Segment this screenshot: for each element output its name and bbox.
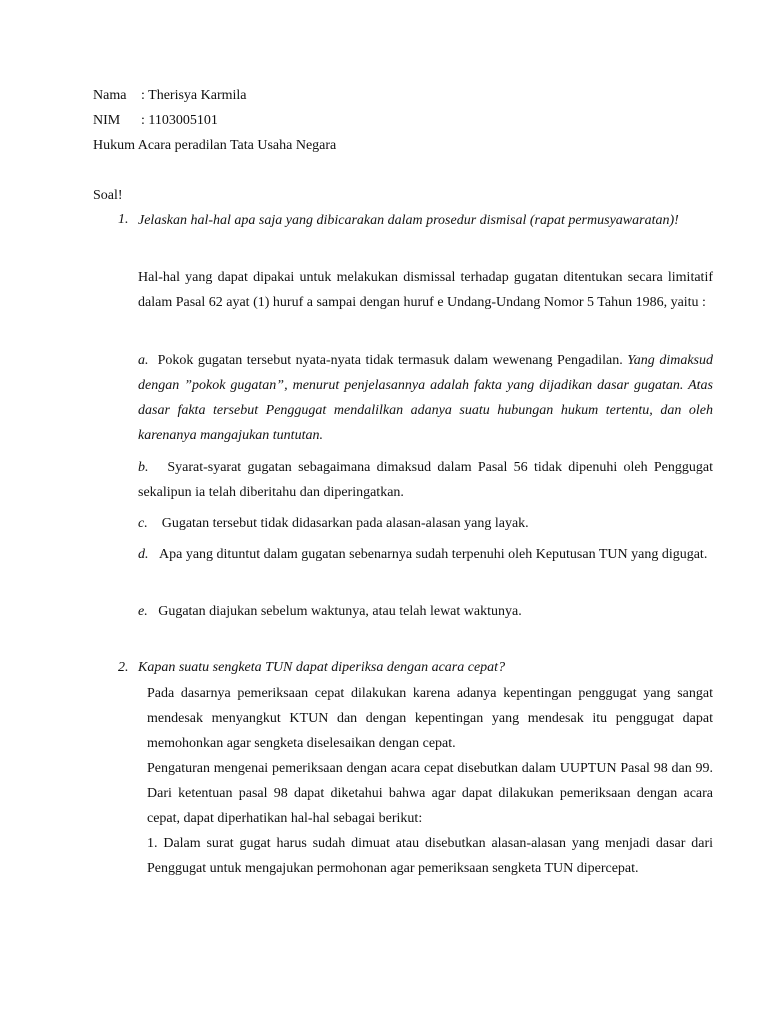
list-item-b [138, 455, 713, 505]
nim-value: : 1103005101 [141, 113, 218, 128]
item-c-text: Gugatan tersebut tidak didasarkan pada alasan-alasan yang layak. [161, 516, 529, 531]
name-line [93, 87, 247, 105]
question-1-text: Jelaskan hal-hal apa saja yang dibicarakan dalam prosedur dismisal (rapat permusyawaratan)! [138, 213, 679, 228]
list-item-a [138, 348, 713, 448]
course-title: Hukum Acara peradilan Tata Usaha Negara [93, 138, 337, 153]
item-a-letter: a. [138, 353, 149, 368]
question-2-point-1: 1. Dalam surat gugat harus sudah dimuat atau disebutkan alasan-alasan yang menjadi dasar dari Penggugat untuk mengajukan permohonan agar pemeriksaan sengketa TUN dipercepat. [147, 836, 713, 876]
question-2-para-1: Pada dasarnya pemeriksaan cepat dilakukan karena adanya kepentingan penggugat yang sangat mendesak menyangkut KTUN dan dengan kepentingan yang mendesak itu penggugat dapat memohonkan agar sengketa diselesaikan dengan cepat. [147, 686, 713, 751]
list-item-d [138, 542, 713, 567]
question-1-intro: Hal-hal yang dapat dipakai untuk melakukan dismissal terhadap gugatan ditentukan secara limitatif dalam Pasal 62 ayat (1) huruf a sampai dengan huruf e Undang-Undang Nomor 5 Tahun 1986, yaitu : [138, 270, 713, 310]
name-value: : Therisya Karmila [141, 88, 247, 103]
item-e-text: Gugatan diajukan sebelum waktunya, atau telah lewat waktunya. [158, 604, 522, 619]
question-2-para-2: Pengaturan mengenai pemeriksaan dengan acara cepat disebutkan dalam UUPTUN Pasal 98 dan 99. Dari ketentuan pasal 98 dapat diketahui bahwa agar dapat dilakukan pemeriksaan dengan acara cepat, dapat diperhatikan hal-hal sebagai berikut: [147, 761, 713, 826]
question-1-number: 1. [118, 212, 129, 227]
list-item-c [138, 511, 713, 536]
item-d-text: Apa yang dituntut dalam gugatan sebenarnya sudah terpenuhi oleh Keputusan TUN yang digugat. [159, 547, 708, 562]
soal-label: Soal! [93, 188, 123, 203]
name-label: Nama [93, 88, 127, 103]
list-item-e [138, 599, 713, 624]
item-e-letter: e. [138, 604, 148, 619]
nim-line [93, 112, 218, 130]
item-b-text: Syarat-syarat gugatan sebagaimana dimaksud dalam Pasal 56 tidak dipenuhi oleh Penggugat sekalipun ia telah diberitahu dan diperingatkan. [138, 460, 713, 500]
question-2-text: Kapan suatu sengketa TUN dapat diperiksa dengan acara cepat? [138, 660, 506, 675]
item-a-text: Pokok gugatan tersebut nyata-nyata tidak termasuk dalam wewenang Pengadilan. [157, 353, 623, 368]
question-2-number: 2. [118, 660, 129, 675]
item-a-italic: Yang dimaksud dengan ”pokok gugatan”, menurut penjelasannya adalah fakta yang dijadikan dasar gugatan. Atas dasar fakta tersebut Penggugat mendalilkan adanya suatu hubungan hukum tertentu, dan oleh karenanya mangajukan tuntutan. [138, 353, 714, 443]
item-c-letter: c. [138, 516, 148, 531]
item-b-letter: b. [138, 460, 149, 475]
item-d-letter: d. [138, 547, 149, 562]
nim-label: NIM [93, 113, 121, 128]
